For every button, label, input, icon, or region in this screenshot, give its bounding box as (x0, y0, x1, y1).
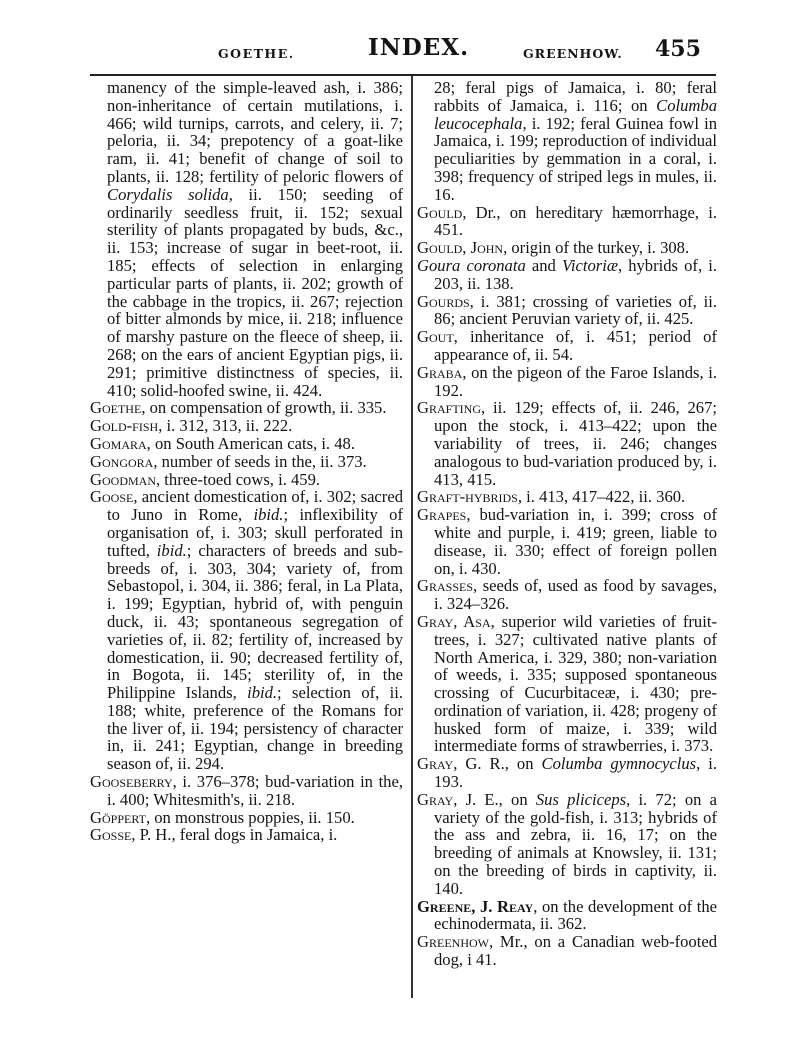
entry-text: ; inflexibility of organisation of, i. 303; skull perforated in tufted, (107, 505, 403, 560)
entry-text: , Mr., on a Canadian web-footed dog, i 41. (434, 932, 717, 970)
entry-italic-text: Victoriæ (562, 255, 618, 275)
entry-text: , P. H., feral dogs in Jamaica, i. (131, 825, 338, 845)
entry-text: , ii. 150; seeding of ordinarily seedless fruit, ii. 152; sexual sterility of plants propagated by buds, &c., ii. 153; increase of sugar in beet-root, ii. 185; effects of selection in enlarging particular parts of plants, ii. 202; growth of the cabbage in the tropics, ii. 267; rejection of bitter almonds by mice, ii. 218; influence of marshy pasture on the fleece of sheep, ii. 268; on the ears of ancient Egyptian pigs, ii. 291; primitive distinctness of species, ii. 410; solid-hoofed swine, ii. 424. (107, 184, 403, 400)
entry-text: , on monstrous poppies, ii. 150. (145, 807, 355, 827)
entry-headword: Goodman (90, 469, 156, 489)
index-entry (417, 488, 717, 506)
index-entry (417, 257, 717, 293)
entry-text: , i. 72; on a variety of the gold-fish, i. 313; hybrids of the ass and zebra, ii. 16, 17; on the breeding of animals at Knowsley, ii. 131; on the breeding of birds in captivity, ii. 140. (434, 789, 717, 898)
index-entry (417, 755, 717, 791)
entry-italic-text: ibid. (247, 683, 278, 703)
index-entry (90, 773, 403, 809)
header-rule (90, 74, 716, 76)
entry-text: , origin of the turkey, i. 308. (503, 238, 690, 258)
entry-text: , three-toed cows, i. 459. (155, 469, 321, 489)
entry-headword: Goethe (90, 398, 142, 418)
index-entry (90, 399, 403, 417)
column-divider (411, 76, 413, 998)
entry-text: , hybrids of, i. 203, ii. 138. (434, 255, 717, 293)
entry-text: , on (504, 754, 542, 774)
entry-text: , seeds of, used as food by savages, i. 324–326. (434, 576, 717, 614)
entry-headword: Gongora (90, 451, 154, 471)
index-entry (90, 435, 403, 453)
index-entry (90, 79, 403, 399)
entry-headword: Graba (417, 362, 463, 382)
index-entry (90, 417, 403, 435)
index-entry (90, 809, 403, 827)
entry-italic-text: Goura coronata (417, 255, 526, 275)
entry-text: , superior wild varieties of fruit-trees, i. 327; cultivated native plants of North America, i. 329, 380; non-variation of weeds, i. 335; supposed spontaneous crossing of Cucurbitaceæ, i. 430; pre-ordination of variation, ii. 428; progeny of husked form of maize, i. 339; wild intermediate forms of strawberries, i. 373. (434, 611, 717, 756)
index-entry (417, 328, 717, 364)
entry-italic-text: Columba leucocephala (434, 95, 717, 133)
entry-headword: Gout (417, 327, 454, 347)
index-entry (90, 453, 403, 471)
entry-text: , i. 192; feral Guinea fowl in Jamaica, i. 199; reproduction of individual peculiarities by gemmation in a coral, i. 398; frequency of striped legs in mules, ii. 16. (434, 113, 717, 204)
left-column (90, 79, 403, 844)
entry-text: , inheritance of, i. 451; period of appearance of, ii. 54. (434, 327, 717, 364)
entry-headword: Gray, J. E. (417, 789, 499, 809)
entry-headword: Grasses (417, 576, 474, 596)
entry-text: , bud-variation in, i. 399; cross of white and purple, i. 419; green, liable to disease, ii. 330; effect of foreign pollen on, i. 430. (434, 505, 717, 578)
entry-text: , ii. 129; effects of, ii. 246, 267; upon the stock, i. 413–422; upon the variability of trees, ii. 246; changes analogous to bud-variation produced by, i. 413, 415. (434, 398, 717, 489)
entry-italic-text: ibid. (156, 540, 187, 560)
entry-headword: Gray, Asa (417, 611, 491, 631)
entry-headword: Gourds (417, 291, 470, 311)
index-entry (417, 898, 717, 934)
index-entry (90, 488, 403, 773)
entry-text: , i. 381; crossing of varieties of, ii. 86; ancient Peruvian variety of, ii. 425. (434, 291, 717, 329)
entry-headword: Grafting (417, 398, 481, 418)
entry-italic-text: Columba gymnocyclus (541, 754, 697, 774)
entry-headword: Gold-fish (90, 416, 159, 436)
entry-headword: Göppert (90, 807, 146, 827)
index-entry (417, 506, 717, 577)
index-entry (417, 933, 717, 969)
entry-text: , on the development of the echinodermata, ii. 362. (434, 896, 718, 934)
entry-text: manency of the simple-leaved ash, i. 386; non-inheritance of certain mutilations, i. 466; wild turnips, carrots, and celery, ii. 7; peloria, ii. 34; prepotency of a goat-like ram, ii. 41; benefit of change of soil to plants, ii. 128; fertility of peloric flowers of (107, 78, 403, 186)
entry-headword: Graft-hybrids (417, 487, 518, 507)
entry-headword: Gould (417, 202, 463, 222)
index-entry (417, 577, 717, 613)
entry-headword: Goose (90, 487, 134, 507)
entry-text: , i. 413, 417–422, ii. 360. (517, 487, 686, 507)
index-entry (417, 293, 717, 329)
entry-text: , on the pigeon of the Faroe Islands, i. 192. (434, 362, 717, 400)
entry-italic-text: ibid. (253, 505, 284, 525)
index-entry (417, 239, 717, 257)
index-entry (417, 364, 717, 400)
right-column (417, 79, 717, 969)
entry-text: , ancient domestication of, i. 302; sacred to Juno in Rome, (107, 487, 403, 525)
header-last-term: GREENHOW. (523, 46, 623, 61)
entry-headword: Greene, J. Reay (417, 896, 534, 916)
entry-headword: Gomara (90, 433, 147, 453)
index-entry (417, 399, 717, 488)
entry-headword: Gooseberry (90, 772, 173, 792)
entry-headword: Greenhow (417, 932, 489, 952)
entry-headword: Gray, G. R. (417, 754, 505, 774)
index-entry (417, 791, 717, 898)
index-entry (417, 204, 717, 240)
index-entry (90, 471, 403, 489)
entry-text: and (525, 255, 562, 275)
entry-text: , number of seeds in the, ii. 373. (153, 451, 367, 471)
entry-text: , on South American cats, i. 48. (146, 433, 355, 453)
entry-text: , i. 193. (434, 754, 717, 792)
entry-text: , i. 376–378; bud-variation in the, i. 400; Whitesmith's, ii. 218. (107, 772, 403, 809)
entry-text: , i. 312, 313, ii. 222. (158, 416, 293, 436)
index-entry (417, 79, 717, 204)
page-number: 455 (655, 36, 701, 62)
entry-text: , on compensation of growth, ii. 335. (141, 398, 387, 418)
index-entry (417, 613, 717, 755)
header-title: INDEX. (368, 34, 470, 61)
entry-text: , on (498, 789, 536, 809)
index-entry (90, 826, 403, 844)
entry-text: , Dr., on hereditary hæmorrhage, i. 451. (434, 202, 717, 240)
entry-headword: Gould, John (417, 238, 504, 258)
entry-headword: Grapes (417, 505, 467, 525)
header-first-term: GOETHE. (218, 46, 295, 61)
entry-text: ; selection of, ii. 188; white, preference of the Romans for the liver of, ii. 194; persistency of character in, ii. 241; Egyptian, change in breeding season of, ii. 294. (107, 683, 404, 774)
entry-text: 28; feral pigs of Jamaica, i. 80; feral rabbits of Jamaica, i. 116; on (434, 78, 717, 115)
entry-headword: Gosse (90, 825, 132, 845)
entry-italic-text: Corydalis solida (107, 184, 229, 204)
entry-text: ; characters of breeds and sub-breeds of, i. 303, 304; variety of, from Sebastopol, i. 304, ii. 386; feral, in La Plata, i. 199; Egyptian, hybrid of, with penguin duck, ii. 43; spontaneous segregation of varieties of, ii. 82; fertility of, increased by domestication, ii. 90; decreased fertility of, in Bogota, ii. 145; sterility of, in the Philippine Islands, (107, 540, 403, 703)
entry-italic-text: Sus pliciceps (535, 789, 627, 809)
